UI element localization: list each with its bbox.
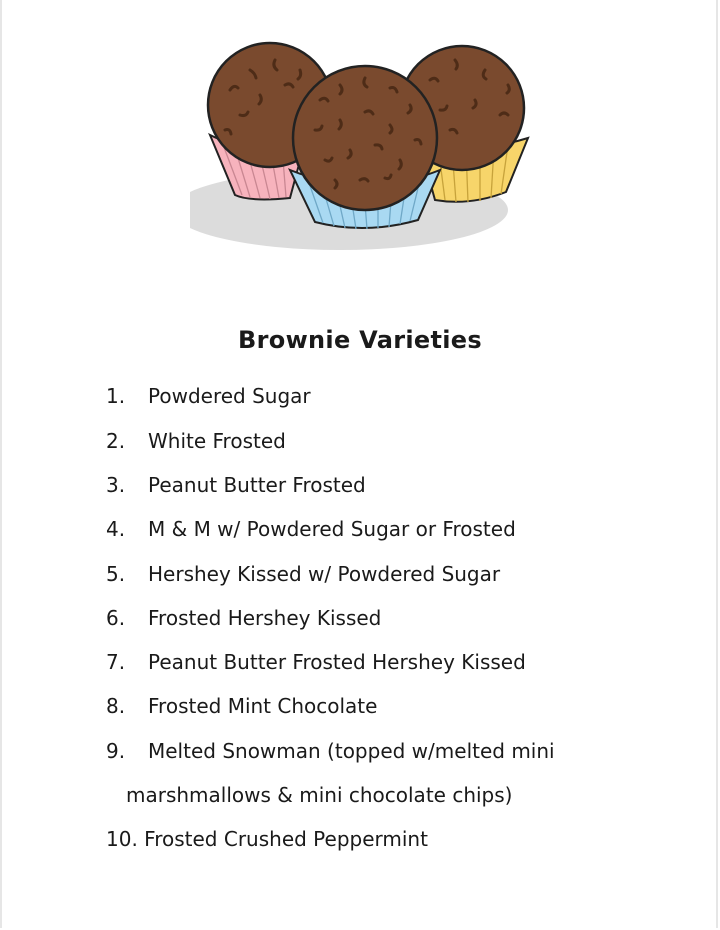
- item-text: Melted Snowman (topped w/melted mini: [148, 739, 555, 763]
- item-number: 9.: [106, 739, 126, 763]
- item-text: Peanut Butter Frosted Hershey Kissed: [148, 650, 526, 674]
- list-item: [106, 652, 526, 672]
- brownie-illustration: [190, 30, 540, 250]
- item-number: 8.: [106, 694, 126, 718]
- brownie-front: [293, 66, 437, 210]
- item-text: marshmallows & mini chocolate chips): [126, 783, 513, 807]
- list-item: [106, 519, 516, 539]
- item-text: Peanut Butter Frosted: [148, 473, 366, 497]
- item-text: Powdered Sugar: [148, 384, 311, 408]
- list-item-continuation: [126, 785, 512, 805]
- list-item: [106, 608, 381, 628]
- item-number: 6.: [106, 606, 126, 630]
- item-number: 1.: [106, 384, 126, 408]
- list-item: [106, 431, 286, 451]
- item-number: 5.: [106, 562, 126, 586]
- item-text: White Frosted: [148, 429, 286, 453]
- list-item: [106, 564, 500, 584]
- list-item: [106, 696, 377, 716]
- item-number: 4.: [106, 517, 126, 541]
- item-number: 7.: [106, 650, 126, 674]
- list-item: [106, 475, 366, 495]
- item-number: 3.: [106, 473, 126, 497]
- item-number: 2.: [106, 429, 126, 453]
- item-text: Hershey Kissed w/ Powdered Sugar: [148, 562, 501, 586]
- page-title: Brownie Varieties: [238, 326, 482, 354]
- list-item: [106, 829, 428, 849]
- item-number: 10.: [106, 827, 138, 851]
- list-item: [106, 741, 555, 761]
- item-text: M & M w/ Powdered Sugar or Frosted: [148, 517, 516, 541]
- list-item: [106, 386, 311, 406]
- item-text: Frosted Mint Chocolate: [148, 694, 378, 718]
- item-text: Frosted Crushed Peppermint: [144, 827, 428, 851]
- item-text: Frosted Hershey Kissed: [148, 606, 382, 630]
